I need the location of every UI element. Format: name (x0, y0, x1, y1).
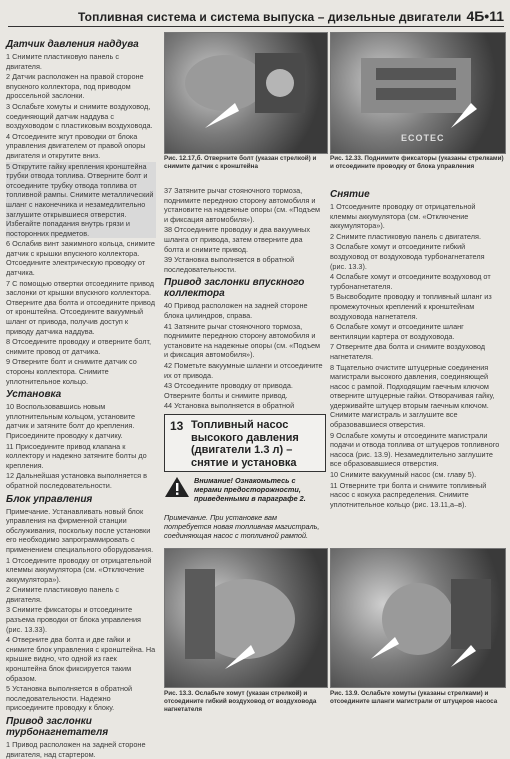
paragraph: 2 Снимите пластиковую панель с двигателя. (6, 585, 120, 604)
figure-caption: Рис. 13.3. Ослабьте хомут (указан стрелкой) и отсоедините гибкий воздуховод от воздуховода нагнетателя (164, 690, 317, 713)
paragraph: 4 Отверните два болта и две гайки и снимите блок управления с кронштейна. На крышке видно, что одной из гаек кронштейна блок фиксируется таким образом. (6, 635, 156, 683)
paragraph: 43 Отсоедините проводку от привода. Отверните болты и снимите привод. (164, 381, 293, 400)
warning-text: Внимание! Ознакомьтесь с мерами предосторожности, приведенными в параграфе 2. (194, 476, 306, 503)
heading-ecu: Блок управления (6, 493, 93, 505)
right-column (330, 186, 502, 510)
duct-photo-graphic (165, 549, 327, 687)
paragraph: 4 Отсоедините жгут проводки от блока управления двигателем от правой опоры двигателя и открутите вниз. (6, 131, 146, 160)
paragraph: 10 Снимите вакуумный насос (см. главу 5). (330, 470, 477, 480)
section-title: Топливный насос высокого давления (двигатели 1.3 л) – снятие и установка (191, 419, 299, 469)
paragraph: 39 Установка выполняется в обратной последовательности. (164, 255, 295, 274)
paragraph: 3 Снимите фиксаторы и отсоедините разъема проводки от блока управления (рис. 13.33). (6, 605, 142, 634)
paragraph: 6 Ослабив винт зажимного кольца, снимите датчик с крышки впускного коллектора. Отсоедините электрическую проводку от датчика. (6, 239, 155, 278)
paragraph: 38 Отсоедините проводку и два вакуумных шланга от привода, затем отверните два болта и снимите привод. (164, 225, 311, 254)
figure-caption: Рис. 12.33. Поднимите фиксаторы (указаны стрелками) и отсоедините проводку от блока управления (330, 155, 504, 170)
warning-triangle-icon (164, 476, 190, 498)
paragraph: 6 Ослабьте хомут и отсоедините шланг вентиляции картера от воздуховода. (330, 322, 464, 341)
paragraph: 2 Датчик расположен на правой стороне впускного коллектора, под приводом дроссельной заслонки. (6, 72, 144, 101)
page-number: 4Б•11 (466, 8, 504, 24)
paragraph: 37 Затяните рычаг стояночного тормоза, поднимите переднюю сторону автомобиля и установите на надежные опоры (см. «Подъем и фиксация автомобиля»). (164, 186, 321, 224)
paragraph: 1 Снимите пластиковую панель с двигателя. (6, 52, 120, 71)
paragraph: 1 Отсоедините проводку от отрицательной клеммы аккумулятора (см. «Отключение аккумулятора»). (6, 555, 152, 584)
heading-intake-actuator: Привод заслонки впускного коллектора (164, 277, 305, 300)
pump-photo-graphic (331, 549, 505, 687)
note-text: Примечание. При установке вам потребуется новая топливная магистраль, соединяющая насос с топливной рампой. (164, 513, 320, 540)
heading-turbo-actuator: Привод заслонки турбонагнетателя (6, 716, 109, 738)
photo-air-duct (164, 548, 328, 688)
photo-fuel-pump (330, 548, 506, 688)
section-heading-box (164, 414, 326, 472)
page-header (8, 6, 504, 27)
paragraph: 7 Отверните два болта и снимите воздуховод нагнетателя. (330, 342, 486, 361)
paragraph: 8 Отсоедините проводку и отверните болт, снимите провод от датчика. (6, 337, 152, 356)
paragraph: 5 Установка выполняется в обратной последовательности. Надежно присоедините проводку к блоку. (6, 684, 133, 713)
heading-install: Установка (6, 389, 62, 401)
section-number: 13 (170, 419, 184, 433)
paragraph: 7 С помощью отвертки отсоедините привод заслонки от крышки впускного коллектора. Отверните два болта и отсоедините привод от кронштейна. Отсоедините вакуумный шланг от привода, получив доступ к приводу датчика наддува. (6, 278, 155, 336)
paragraph: 3 Ослабьте хомут и отсоедините гибкий воздуховод от воздуховода турбонагнетателя (рис. 13.3). (330, 242, 485, 271)
ecotec-label: ECOTEC (401, 133, 445, 143)
page-title: Топливная система и система выпуска – дизельные двигатели (78, 10, 462, 24)
heading-boost-sensor: Датчик давления наддува (6, 39, 139, 50)
paragraph: 5 Высвободите проводку и топливный шланг из промежуточных креплений к кронштейнам воздуховода нагнетателя. (330, 292, 492, 321)
paragraph: 40 Привод расположен на задней стороне блока цилиндров, справа. (164, 301, 308, 320)
paragraph: 42 Пометьте вакуумные шланги и отсоедините их от привода. (164, 360, 323, 380)
paragraph: 1 Привод расположен на задней стороне двигателя, над стартером. (6, 740, 146, 759)
paragraph: 11 Отверните три болта и снимите топливный насос с кожуха распределения. Снимите уплотнительное кольцо (рис. 13.11,а–в). (330, 480, 487, 509)
paragraph: 44 Установка выполняется в обратной (164, 401, 295, 411)
paragraph: 11 Присоедините привод клапана к коллектору и надежно затяните болты до крепления. (6, 441, 147, 470)
left-column (6, 36, 156, 759)
paragraph: 5 Открутите гайку крепления кронштейна трубки отвода топлива. Отверните болт и отсоедините трубку отвода топлива от топливной рампы. Снимите металлический шланг с наконечника и незамедлительно заглушите открывшиеся отверстия. Избегайте попадания внутрь грязи и посторонних предметов. (6, 162, 156, 239)
paragraph: 10 Воспользовавшись новым уплотнительным кольцом, установите датчик и затяните болт до крепления. Присоедините проводку к датчику. (6, 402, 136, 440)
paragraph: 3 Ослабьте хомуты и снимите воздуховод, соединяющий датчик наддува с воздуховодом с пластиковым воздуховода. (6, 101, 153, 131)
figure-caption: Рис. 13.9. Ослабьте хомуты (указаны стрелками) и отсоедините шланги магистрали от штуцеров насоса (330, 690, 498, 705)
photo-boost-sensor (164, 32, 328, 154)
paragraph: 12 Дальнейшая установка выполняется в обратной последовательности. (6, 471, 147, 490)
heading-removal: Снятие (330, 189, 370, 200)
paragraph: 2 Снимите пластиковую панель с двигателя. (330, 231, 481, 241)
photo-ecu (330, 32, 506, 154)
paragraph: 9 Отверните болт и снимите датчик со стороны коллектора. Снимите уплотнительное кольцо. (6, 357, 137, 386)
middle-column (164, 186, 324, 421)
paragraph: 4 Ослабьте хомут и отсоедините воздуховод от турбонагнетателя. (330, 272, 491, 291)
figure-caption: Рис. 12.17,б. Отверните болт (указан стрелкой) и снимите датчик с кронштейна (164, 155, 317, 170)
paragraph: 8 Тщательно очистите штуцерные соединения магистрали высокого давления, соединяющей насос с рампой. Подходящим гаечным ключом отверните штуцерные гайки. Отворачивая гайку, удерживайте штуцер вторым гаечным ключом. Снимите магистраль и заглушите все образовавшиеся отверстия. (330, 362, 495, 430)
paragraph: 41 Затяните рычаг стояночного тормоза, поднимите переднюю сторону автомобиля и установите на надежные опоры (см. «Подъем и фиксация автомобиля»). (164, 321, 321, 360)
paragraph: 1 Отсоедините проводку от отрицательной клеммы аккумулятора (см. «Отключение аккумулятора»). (330, 202, 476, 231)
paragraph: Примечание. Устанавливать новый блок управления на фирменной станции обслуживания, поскольку после установки его необходимо запрограммировать с применением специального оборудования. (6, 506, 154, 554)
engine-photo-graphic (165, 33, 327, 153)
paragraph: 9 Ослабьте хомуты и отсоедините магистрали подачи и отвода топлива от штуцеров топливного насоса (рис. 13.9). Незамедлительно заглушите все образовавшиеся отверстия. (330, 430, 500, 469)
